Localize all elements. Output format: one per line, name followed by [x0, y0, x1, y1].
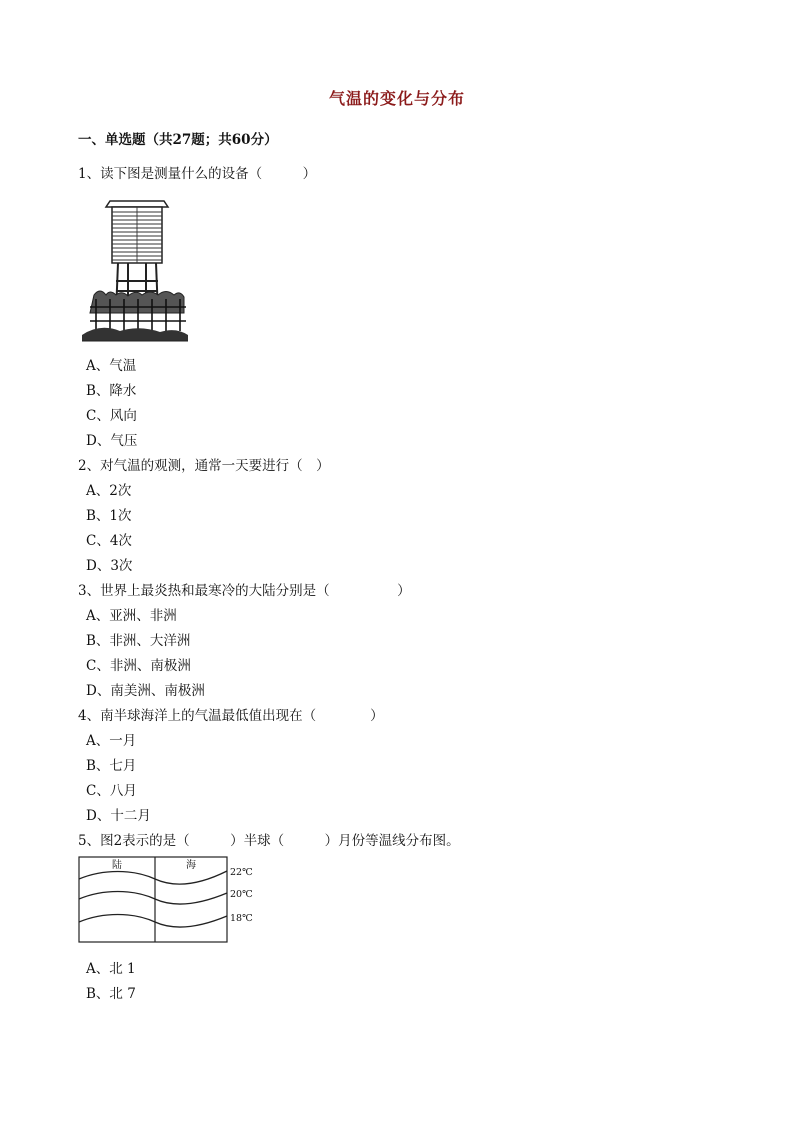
question-1-option-c[interactable]: C、风向 [86, 408, 137, 424]
page-title: 气温的变化与分布 [328, 89, 465, 108]
question-5-option-b[interactable]: B、北 7 [86, 986, 136, 1002]
thermometer-shelter-image [80, 195, 190, 345]
question-1-option-b[interactable]: B、降水 [86, 383, 137, 399]
question-4-stem: 4、南半球海洋上的气温最低值出现在（ ） [78, 708, 384, 724]
question-5-stem: 5、图2表示的是（ ）半球（ ）月份等温线分布图。 [78, 833, 460, 849]
question-2-stem: 2、对气温的观测，通常一天要进行（ ） [78, 458, 330, 474]
question-1-option-a[interactable]: A、气温 [86, 358, 137, 374]
question-3-option-a[interactable]: A、亚洲、非洲 [86, 608, 177, 624]
land-label: 陆 [112, 860, 122, 871]
question-4-option-b[interactable]: B、七月 [86, 758, 137, 774]
question-3-option-c[interactable]: C、非洲、南极洲 [86, 658, 191, 674]
question-2-option-c[interactable]: C、4次 [86, 533, 132, 549]
question-3-option-b[interactable]: B、非洲、大洋洲 [86, 633, 191, 649]
question-2-option-a[interactable]: A、2次 [86, 483, 132, 499]
isotherm-label-20: 20℃ [230, 889, 253, 900]
question-5-option-a[interactable]: A、北 1 [86, 961, 136, 977]
isotherm-label-18: 18℃ [230, 913, 253, 924]
question-1-stem: 1、读下图是测量什么的设备（ ） [78, 166, 317, 182]
isotherm-map-figure [78, 855, 260, 945]
isotherm-label-22: 22℃ [230, 867, 253, 878]
question-4-option-a[interactable]: A、一月 [86, 733, 137, 749]
question-4-option-d[interactable]: D、十二月 [86, 808, 151, 824]
sea-label: 海 [186, 860, 196, 871]
question-2-option-d[interactable]: D、3次 [86, 558, 133, 574]
question-3-stem: 3、世界上最炎热和最寒冷的大陆分别是（ ） [78, 583, 411, 599]
question-4-option-c[interactable]: C、八月 [86, 783, 137, 799]
question-3-option-d[interactable]: D、南美洲、南极洲 [86, 683, 205, 699]
question-2-option-b[interactable]: B、1次 [86, 508, 132, 524]
question-1-option-d[interactable]: D、气压 [86, 433, 138, 449]
section-heading: 一、单选题（共27题；共60分） [78, 132, 278, 148]
